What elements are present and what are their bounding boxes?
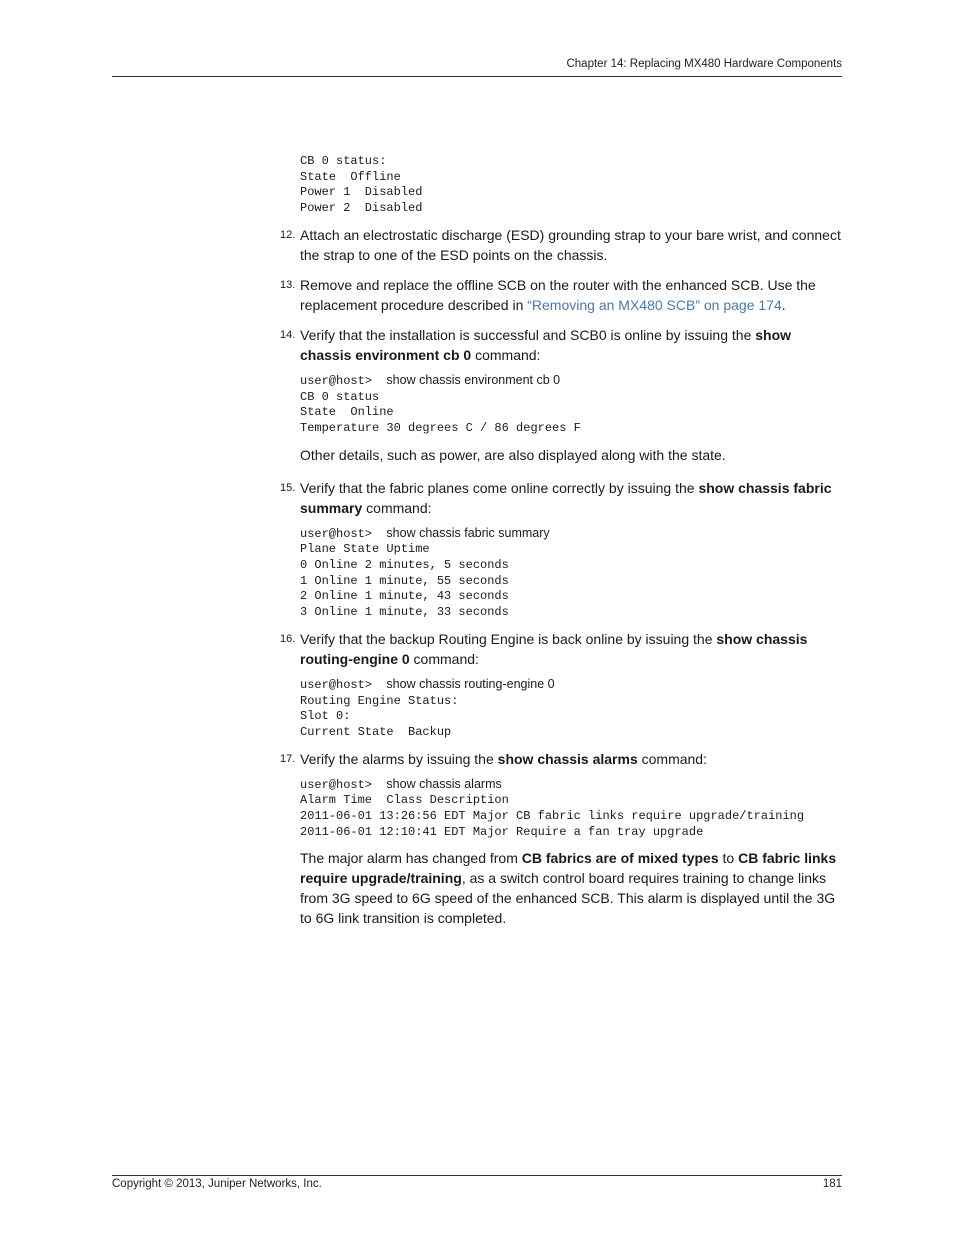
code-line: Temperature 30 degrees C / 86 degrees F — [300, 420, 581, 435]
code-block-routing-engine — [300, 677, 842, 741]
para-text: The major alarm has changed from — [300, 850, 522, 867]
code-line: CB 0 status — [300, 389, 380, 404]
code-line: 2 Online 1 minute, 43 seconds — [300, 589, 509, 604]
code-line: Slot 0: — [300, 709, 351, 724]
prompt: user@host> — [300, 373, 373, 388]
code-prompt-line — [300, 373, 842, 390]
step-number: 12. — [280, 228, 296, 241]
code-prompt-line — [300, 677, 842, 694]
code-prompt-line — [300, 777, 842, 794]
page-number: 181 — [822, 1178, 842, 1190]
code-line: 0 Online 2 minutes, 5 seconds — [300, 558, 509, 573]
prompt: user@host> — [300, 777, 373, 792]
code-block-environment — [300, 373, 842, 437]
code-line: 1 Online 1 minute, 55 seconds — [300, 573, 509, 588]
copyright: Copyright © 2013, Juniper Networks, Inc. — [112, 1178, 322, 1190]
step-text: command: — [471, 346, 541, 363]
prompt: user@host> — [300, 526, 373, 541]
code-line: Routing Engine Status: — [300, 693, 459, 708]
step-text: Attach an electrostatic discharge (ESD) grounding strap to your bare wrist, and connect the strap to one of the ESD points on the chassis. — [300, 226, 841, 263]
step-text: command: — [637, 750, 707, 767]
para-text: , as a switch control board requires training to change links from 3G speed to 6G speed of the enhanced SCB. This alarm is displayed until the 3G to 6G link transition is completed. — [300, 870, 836, 927]
code-prompt-line — [300, 526, 842, 543]
command-input: show chassis environment cb 0 — [386, 372, 561, 387]
prompt: user@host> — [300, 677, 373, 692]
step-number: 16. — [280, 632, 296, 645]
step-text: command: — [409, 650, 479, 667]
command-input: show chassis alarms — [386, 776, 502, 791]
code-line: 2011-06-01 13:26:56 EDT Major CB fabric links require upgrade/training — [300, 809, 805, 824]
code-line: Alarm Time Class Description — [300, 793, 509, 808]
command-name: show chassis routing-engine 0 — [300, 630, 808, 667]
code-block-fabric-summary — [300, 526, 842, 621]
code-block-cb0-status — [300, 154, 842, 217]
code-line: CB 0 status: — [300, 154, 387, 168]
step-number: 15. — [280, 481, 296, 494]
step-14 — [280, 325, 842, 365]
step-16 — [280, 629, 842, 669]
step-15 — [280, 478, 842, 518]
step-text: command: — [362, 499, 432, 516]
step-text: Verify that the installation is successful and SCB0 is online by issuing the — [300, 326, 756, 343]
code-line: 2011-06-01 12:10:41 EDT Major Require a fan tray upgrade — [300, 824, 704, 839]
step-text: . — [781, 296, 786, 313]
chapter-title: Chapter 14: Replacing MX480 Hardware Components — [566, 58, 842, 70]
step-text: Verify that the fabric planes come online correctly by issuing the — [300, 479, 699, 496]
step-number: 14. — [280, 328, 296, 341]
step-text: Verify that the backup Routing Engine is back online by issuing the — [300, 630, 717, 647]
code-line: 3 Online 1 minute, 33 seconds — [300, 605, 509, 620]
code-line: Current State Backup — [300, 724, 452, 739]
alarm-explanation — [300, 848, 842, 928]
code-line: Power 1 Disabled — [300, 185, 423, 200]
footer-rule — [112, 1175, 842, 1176]
step-number: 13. — [280, 278, 296, 291]
command-name: show chassis alarms — [497, 750, 638, 767]
command-input: show chassis fabric summary — [386, 525, 550, 540]
code-line: Power 2 Disabled — [300, 201, 423, 216]
step-text: Verify the alarms by issuing the — [300, 750, 498, 767]
note-paragraph: Other details, such as power, are also displayed along with the state. — [300, 446, 726, 463]
code-block-alarms — [300, 777, 842, 841]
page-content — [280, 154, 842, 928]
alarm-old: CB fabrics are of mixed types — [521, 850, 719, 867]
para-text: to — [718, 850, 739, 867]
code-line: State Offline — [300, 169, 401, 184]
step-17 — [280, 749, 842, 769]
header-rule — [112, 76, 842, 77]
step-text: Remove and replace the offline SCB on the router with the enhanced SCB. Use the replacement procedure described in — [300, 276, 816, 313]
command-input: show chassis routing-engine 0 — [386, 676, 555, 691]
step-number: 17. — [280, 752, 296, 765]
step-12 — [280, 225, 842, 265]
command-name: show chassis fabric summary — [300, 479, 832, 516]
cross-reference-link[interactable]: “Removing an MX480 SCB” on page 174 — [527, 296, 782, 313]
alarm-new: CB fabric links require upgrade/training — [300, 850, 837, 887]
step-13 — [280, 275, 842, 315]
code-line: State Online — [300, 405, 394, 420]
command-name: show chassis environment cb 0 — [300, 326, 792, 363]
code-line: Plane State Uptime — [300, 542, 430, 557]
